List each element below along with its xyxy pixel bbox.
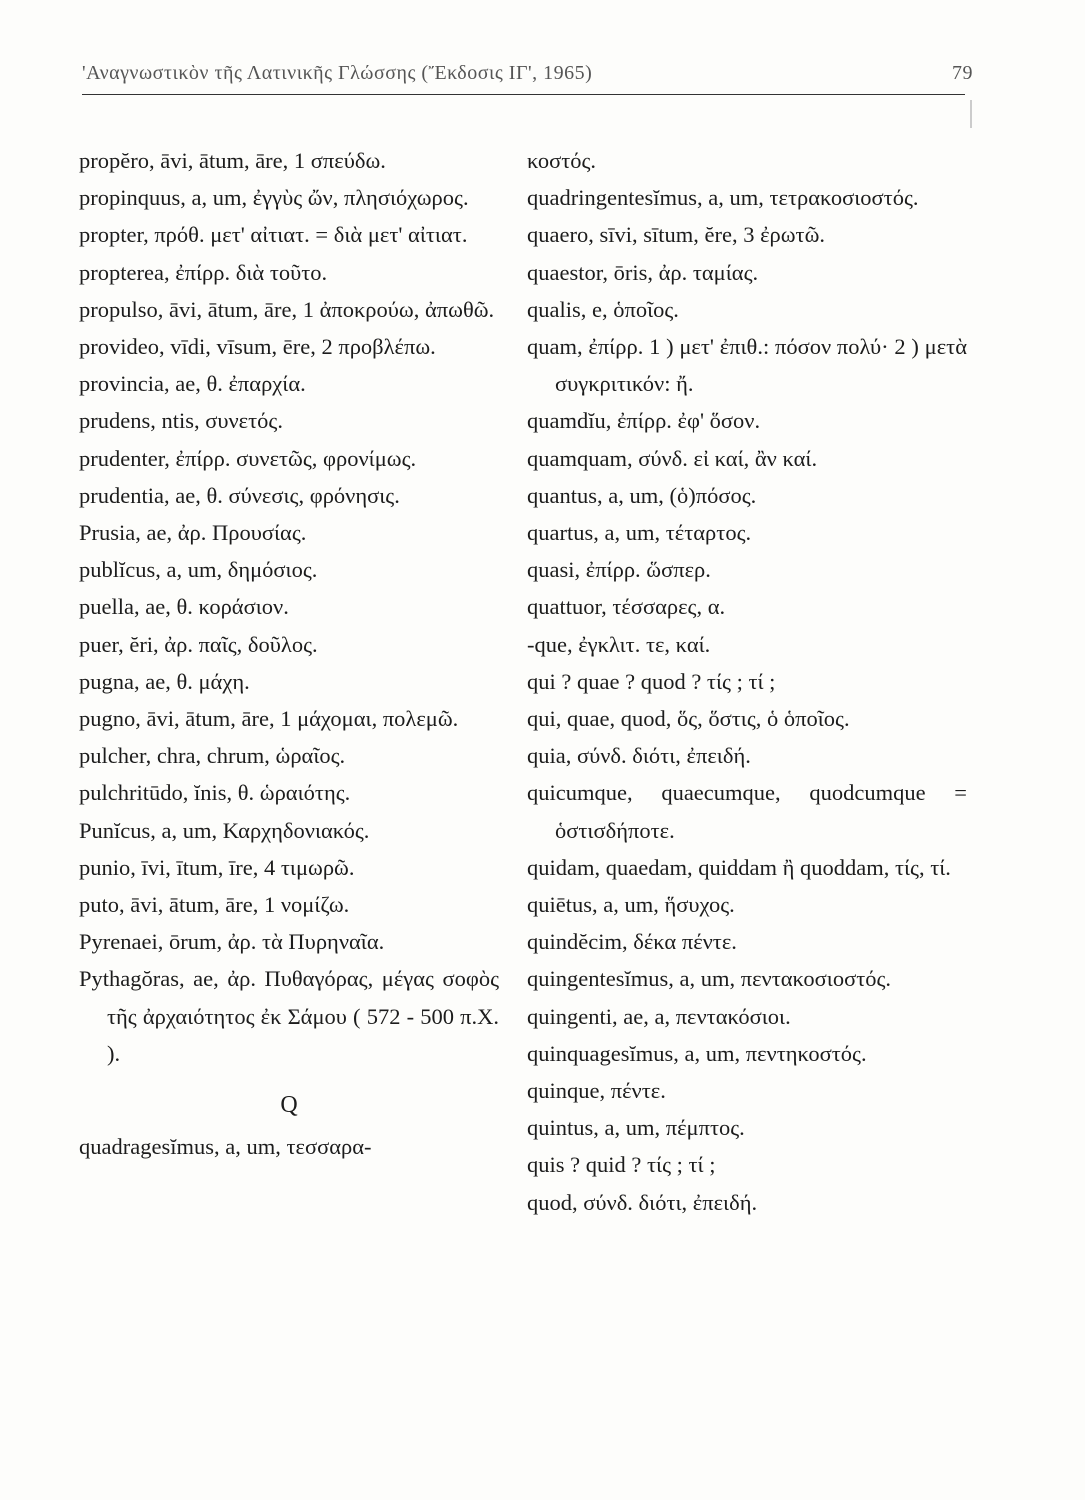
dictionary-entry: Pythagŏras, ae, ἀρ. Πυθαγόρας, μέγας σοφὸς τῆς ἀρχαιότητος ἐκ Σάμου ( 572 - 500 π.Χ. ). — [79, 966, 499, 1066]
dictionary-entry: prudentia, ae, θ. σύνεσις, φρόνησις. — [79, 482, 400, 508]
dictionary-entry: puto, āvi, ātum, āre, 1 νομίζω. — [79, 892, 350, 918]
dictionary-entry: prudens, ntis, συνετός. — [79, 408, 283, 434]
dictionary-entry: κοστός. — [527, 148, 597, 173]
dictionary-entry: quamquam, σύνδ. εἰ καί, ἂν καί. — [527, 445, 818, 471]
dictionary-entry: quingenti, ae, a, πεντακόσιοι. — [527, 1003, 791, 1029]
dictionary-entry: puer, ĕri, ἀρ. παῖς, δοῦλος. — [79, 631, 318, 657]
dictionary-entry: quia, σύνδ. διότι, ἐπειδή. — [527, 743, 751, 769]
dictionary-entry: quinquagesĭmus, a, um, πεντηκοστός. — [527, 1040, 867, 1066]
dictionary-entry: quinque, πέντε. — [527, 1078, 666, 1104]
dictionary-entry: quadragesĭmus, a, um, τεσσαρα- — [79, 1134, 372, 1160]
dictionary-entry: pulchritūdo, ĭnis, θ. ὡραιότης. — [79, 780, 351, 806]
dictionary-entry: prudenter, ἐπίρρ. συνετῶς, φρονίμως. — [79, 445, 417, 471]
dictionary-entry: qui ? quae ? quod ? τίς ; τί ; — [527, 668, 776, 694]
dictionary-entry: quod, σύνδ. διότι, ἐπειδή. — [527, 1189, 758, 1215]
dictionary-entry: quasi, ἐπίρρ. ὥσπερ. — [527, 557, 711, 583]
dictionary-entry: provideo, vīdi, vīsum, ēre, 2 προβλέπω. — [79, 334, 436, 360]
dictionary-entry: pulcher, chra, chrum, ὡραῖος. — [79, 743, 346, 769]
dictionary-entry: propinquus, a, um, ἐγγὺς ὤν, πλησιόχωρος. — [79, 185, 469, 211]
dictionary-entry: provincia, ae, θ. ἐπαρχία. — [79, 371, 306, 397]
dictionary-entry: quaero, sīvi, sītum, ĕre, 3 ἐρωτῶ. — [527, 222, 826, 248]
dictionary-entry: quicumque, quaecumque, quodcumque = ὁστισδήποτε. — [527, 780, 967, 843]
page-number: 79 — [952, 62, 973, 84]
dictionary-entry: puella, ae, θ. κοράσιον. — [79, 594, 289, 620]
dictionary-entry: quingentesĭmus, a, um, πεντακοσιοστός. — [527, 966, 892, 992]
dictionary-entry: quaestor, ōris, ἀρ. ταμίας. — [527, 259, 759, 285]
dictionary-entry: quartus, a, um, τέταρτος. — [527, 520, 752, 546]
dictionary-entry: publĭcus, a, um, δημόσιος. — [79, 557, 318, 583]
dictionary-entry: quamdĭu, ἐπίρρ. ἐφ' ὅσον. — [527, 408, 761, 434]
dictionary-entry: quis ? quid ? τίς ; τί ; — [527, 1152, 716, 1178]
dictionary-entry: propterea, ἐπίρρ. διὰ τοῦτο. — [79, 259, 328, 285]
dictionary-entry: Pyrenaei, ōrum, ἀρ. τὰ Πυρηναῖα. — [79, 929, 385, 955]
dictionary-entry: quantus, a, um, (ὁ)πόσος. — [527, 482, 757, 508]
dictionary-entry: Punĭcus, a, um, Καρχηδονιακός. — [79, 817, 370, 843]
dictionary-entry: quiētus, a, um, ἥσυχος. — [527, 892, 735, 918]
right-column — [527, 142, 967, 1221]
dictionary-entry: quidam, quaedam, quiddam ἢ quoddam, τίς, τί. — [527, 854, 951, 880]
section-letter: Q — [280, 1092, 298, 1119]
dictionary-entry: quindĕcim, δέκα πέντε. — [527, 929, 737, 955]
dictionary-entry: -que, ἐγκλιτ. τε, καί. — [527, 631, 711, 657]
dictionary-entry: qualis, e, ὁποῖος. — [527, 296, 679, 322]
dictionary-entry: quam, ἐπίρρ. 1 ) μετ' ἐπιθ.: πόσον πολύ· 2 ) μετὰ συγκριτικόν: ἤ. — [527, 334, 967, 397]
dictionary-entry: pugno, āvi, ātum, āre, 1 μάχομαι, πολεμῶ. — [79, 706, 459, 732]
dictionary-entry: propter, πρόθ. μετ' αἰτιατ. = διὰ μετ' αἰτιατ. — [79, 222, 468, 248]
dictionary-entry: propĕro, āvi, ātum, āre, 1 σπεύδω. — [79, 148, 386, 173]
dictionary-entry: qui, quae, quod, ὅς, ὅστις, ὁ ὁποῖος. — [527, 706, 850, 732]
dictionary-entry: quadringentesĭmus, a, um, τετρακοσιοστός. — [527, 185, 919, 211]
scan-edge-mark — [970, 100, 972, 128]
dictionary-entry: quintus, a, um, πέμπτος. — [527, 1115, 745, 1141]
dictionary-entry: quattuor, τέσσαρες, α. — [527, 594, 726, 620]
dictionary-entry: pugna, ae, θ. μάχη. — [79, 668, 250, 694]
dictionary-entry: propulso, āvi, ātum, āre, 1 ἀποκρούω, ἀπωθῶ. — [79, 296, 495, 322]
dictionary-entry: Prusia, ae, ἀρ. Προυσίας. — [79, 520, 307, 546]
left-column — [79, 142, 499, 1165]
running-header — [82, 62, 973, 95]
book-title: 'Αναγνωστικὸν τῆς Λατινικῆς Γλώσσης (Ἔκδοσις ΙΓ', 1965) — [82, 62, 593, 84]
dictionary-entry: punio, īvi, ītum, īre, 4 τιμωρῶ. — [79, 854, 355, 880]
